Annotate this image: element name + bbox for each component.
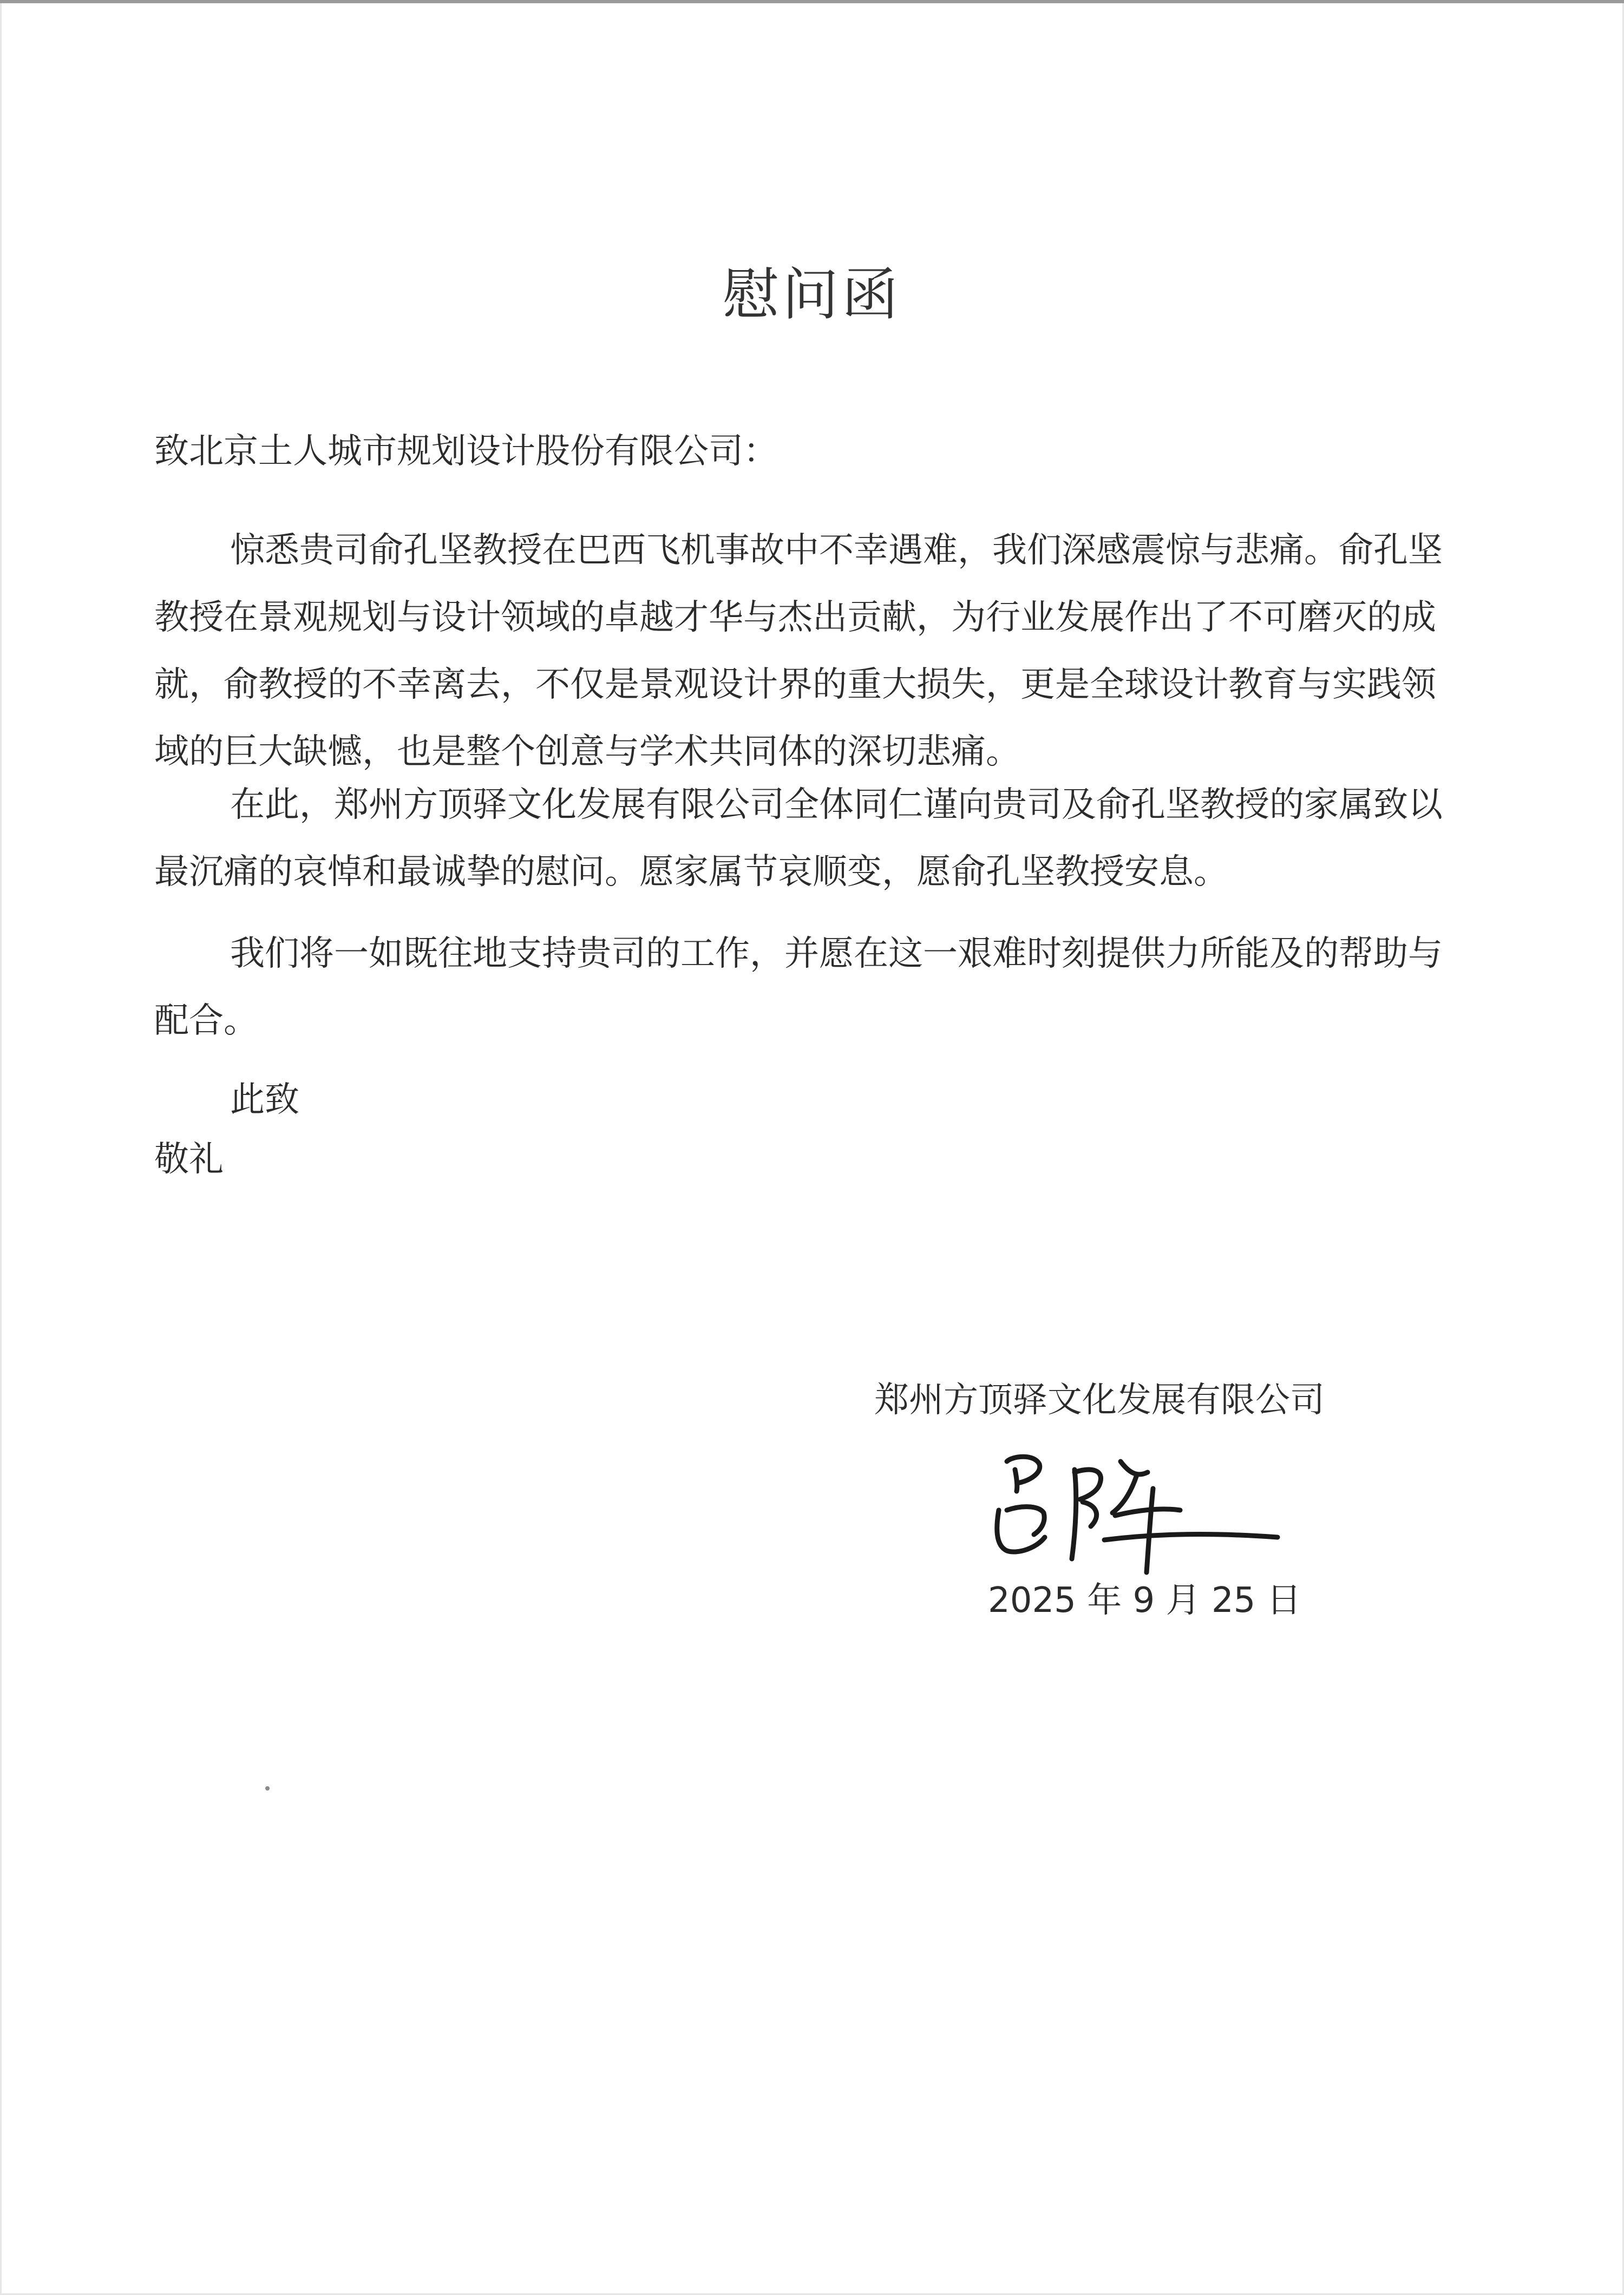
sender-company: 郑州方顶驿文化发展有限公司: [874, 1380, 1325, 1420]
paragraph-condolence: 惊悉贵司俞孔坚教授在巴西飞机事故中不幸遇难，我们深感震惊与悲痛。俞孔坚教授在景观规划与设计领域的卓越才华与杰出贡献，为行业发展作出了不可磨灭的成就，俞教授的不幸离去，不仅是景观设计界的重大损失，更是全球设计教育与实践领域的巨大缺憾，也是整个创意与学术共同体的深切悲痛。: [154, 530, 1443, 772]
closing-line-1: 此致: [230, 1080, 299, 1120]
scan-speck: [265, 1786, 270, 1791]
scan-top-edge: [0, 0, 1624, 3]
letter-title: 慰问函: [722, 261, 901, 327]
letter-date: 2025 年 9 月 25 日: [988, 1581, 1301, 1621]
salutation: 致北京土人城市规划设计股份有限公司：: [154, 431, 778, 471]
paragraph-support: 我们将一如既往地支持贵司的工作，并愿在这一艰难时刻提供力所能及的帮助与配合。: [154, 934, 1443, 1041]
handwritten-signature: [974, 1440, 1283, 1581]
closing-line-2: 敬礼: [154, 1139, 224, 1179]
paragraph-sympathy: 在此，郑州方顶驿文化发展有限公司全体同仁谨向贵司及俞孔坚教授的家属致以最沉痛的哀悼和最诚挚的慰问。愿家属节哀顺变，愿俞孔坚教授安息。: [154, 785, 1443, 892]
